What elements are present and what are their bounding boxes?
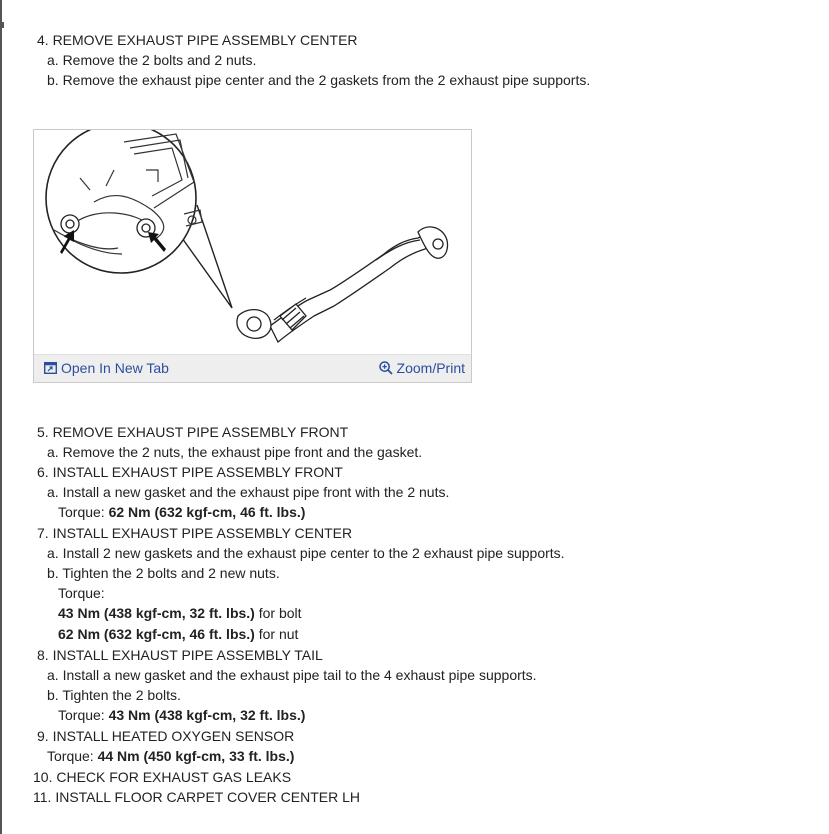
exhaust-pipe-figure — [33, 129, 472, 383]
exhaust-pipe-illustration — [34, 130, 471, 354]
step-7-torque-nut — [58, 625, 298, 643]
torque-suffix: for bolt — [254, 605, 302, 621]
step-6-title: 6. INSTALL EXHAUST PIPE ASSEMBLY FRONT — [37, 464, 343, 480]
open-in-new-tab-icon — [44, 362, 57, 374]
torque-label: Torque: — [58, 707, 105, 723]
step-5a: a. Remove the 2 nuts, the exhaust pipe front and the gasket. — [47, 444, 423, 460]
step-7-torque-label: Torque: — [58, 585, 105, 601]
step-6a: a. Install a new gasket and the exhaust pipe front with the 2 nuts. — [47, 484, 450, 500]
torque-value: 43 Nm (438 kgf-cm, 32 ft. lbs.) — [108, 707, 306, 723]
torque-value: 43 Nm (438 kgf-cm, 32 ft. lbs.) — [58, 605, 255, 621]
step-9-title: 9. INSTALL HEATED OXYGEN SENSOR — [37, 728, 295, 744]
step-9-torque — [47, 747, 294, 765]
zoom-print-link[interactable] — [379, 360, 465, 376]
figure-toolbar — [34, 354, 471, 382]
zoom-print-label: Zoom/Print — [396, 360, 465, 376]
magnifier-plus-icon — [379, 361, 393, 375]
step-7-title: 7. INSTALL EXHAUST PIPE ASSEMBLY CENTER — [37, 525, 353, 541]
left-border — [0, 0, 2, 834]
step-8a: a. Install a new gasket and the exhaust pipe tail to the 4 exhaust pipe supports. — [47, 667, 537, 683]
step-4-title: 4. REMOVE EXHAUST PIPE ASSEMBLY CENTER — [37, 32, 358, 48]
torque-label: Torque: — [47, 748, 94, 764]
left-border-tick — [2, 22, 4, 28]
step-4b: b. Remove the exhaust pipe center and the 2 gaskets from the 2 exhaust pipe supports. — [47, 72, 591, 88]
step-8-title: 8. INSTALL EXHAUST PIPE ASSEMBLY TAIL — [37, 647, 323, 663]
torque-value: 44 Nm (450 kgf-cm, 33 ft. lbs.) — [97, 748, 295, 764]
torque-value: 62 Nm (632 kgf-cm, 46 ft. lbs.) — [108, 504, 306, 520]
step-10-title: 10. CHECK FOR EXHAUST GAS LEAKS — [33, 769, 292, 785]
step-4a: a. Remove the 2 bolts and 2 nuts. — [47, 52, 257, 68]
step-8-torque — [58, 706, 305, 724]
step-8b: b. Tighten the 2 bolts. — [47, 687, 181, 703]
step-5-title: 5. REMOVE EXHAUST PIPE ASSEMBLY FRONT — [37, 424, 349, 440]
torque-value: 62 Nm (632 kgf-cm, 46 ft. lbs.) — [58, 626, 255, 642]
open-in-new-tab-link[interactable] — [44, 360, 169, 376]
step-7b: b. Tighten the 2 bolts and 2 new nuts. — [47, 565, 280, 581]
step-7-torque-bolt — [58, 604, 302, 622]
open-in-new-tab-label: Open In New Tab — [61, 360, 169, 376]
step-7a: a. Install 2 new gaskets and the exhaust pipe center to the 2 exhaust pipe supports. — [47, 545, 565, 561]
step-11-title: 11. INSTALL FLOOR CARPET COVER CENTER LH — [33, 789, 361, 805]
step-6-torque — [58, 503, 305, 521]
torque-label: Torque: — [58, 504, 105, 520]
torque-suffix: for nut — [254, 626, 299, 642]
